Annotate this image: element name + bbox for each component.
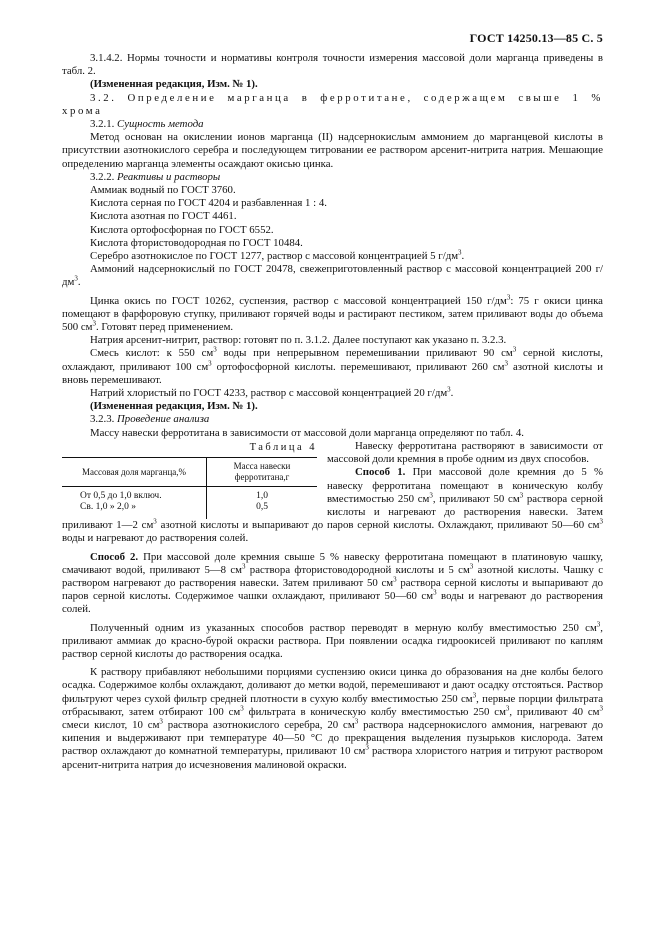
table-4 [62, 440, 317, 519]
text-run: раствора хлористого натрия и титруют раствором арсенит-нитрита натрия до исчезновения малиновой окраски. [62, 745, 604, 771]
superscript: 3 [213, 345, 217, 354]
table-header-mass: Масса навески ферротитана,г [207, 458, 318, 487]
mass-paragraph: Массу навески ферротитана в зависимости от массовой доли марганца определяют по табл. 4. [90, 426, 524, 439]
superscript: 3 [365, 743, 369, 752]
reagent-arsenite-nitrite: Натрия арсенит-нитрит, раствор: готовят по п. 3.1.2. Далее поступают как указано п. 3.2.3. [90, 334, 507, 347]
text-run: , приливают аммиак до красно-бурой окраски раствора. При появлении осадка гидроокисей приливают по каплям раствор серной кислоты до растворения осадка. [62, 621, 603, 660]
subsection-number: 3.2.3. [90, 413, 115, 426]
superscript: 3 [599, 704, 603, 713]
superscript: 3 [393, 575, 397, 584]
mass-table [62, 457, 317, 519]
reagent-zinc-oxide [62, 295, 603, 335]
text-run: азотной кислоты и вновь перемешивают. [62, 360, 603, 386]
text-run: , приливают 40 см [509, 705, 600, 718]
text-run: фильтрата в коническую колбу вместимостью 250 см [243, 705, 506, 718]
reagent-silver-nitrate [62, 250, 603, 263]
dissolve-paragraph: Навеску ферротитана растворяют в зависимости от массовой доли кремния в пробе одним из двух способов. [327, 439, 603, 466]
text-run: азотной кислоты. Чашку с раствором нагревают до растворения навески. Затем приливают 50 см [62, 563, 604, 589]
superscript: 3 [92, 319, 97, 328]
text-run: Серебро азотнокислое по ГОСТ 1277, раствор с массовой концентрацией 5 г/дм [90, 250, 459, 263]
method-2-paragraph [62, 551, 603, 617]
subsection-title: Реактивы и растворы [117, 170, 221, 183]
superscript: 3 [505, 704, 510, 713]
table-and-method-1 [62, 440, 603, 546]
table-caption: Таблица 4 [249, 441, 317, 453]
superscript: 3 [472, 690, 477, 699]
text-run: ортофосфорной кислоты. перемешивают, приливают 260 см [211, 360, 505, 373]
superscript: 3 [74, 274, 78, 283]
text-run: раствора серной кислоты и выпаривают до паров серной кислоты. Содержимое чашки охлаждают, приливают 50—60 см [62, 576, 604, 603]
text-run: . Готовят перед применением. [96, 321, 234, 334]
reagent-sodium-chloride [62, 387, 603, 400]
superscript: 3 [512, 345, 517, 354]
text-run: воды и нагревают до растворения солей. [62, 590, 603, 616]
text-run: раствора азотнокислого серебра, 20 см [162, 718, 355, 731]
text-run: При массовой доле кремния до 5 % навеску ферротитана помещают в коническую колбу вместимостью 250 см [327, 466, 603, 505]
reagent-item: Кислота фтористоводородная по ГОСТ 10484. [90, 236, 303, 249]
superscript: 3 [153, 517, 157, 526]
superscript: 3 [447, 385, 451, 394]
subsection-title: Проведение анализа [117, 413, 210, 426]
text-run: , приливают 50 см [432, 492, 520, 505]
table-cell-mass: 1,0 [256, 491, 268, 502]
page-header: ГОСТ 14250.13—85 С. 5 [469, 31, 603, 45]
paragraph-3-1-4-2: 3.1.4.2. Нормы точности и нормативы контроля точности измерения массовой доли марганца приведены в табл. 2. [62, 52, 603, 78]
text-run: , первые порции фильтрата отбрасывают, затем отбирают 100 см [62, 692, 603, 718]
text-run: раствора серной кислоты и нагревают до растворения навески. Затем приливают 1—2 см [62, 492, 603, 532]
text-run: При массовой доле кремния свыше 5 % навеску ферротитана помещают в платиновую чашку, смачивают водой, приливают 5—8 см [62, 550, 603, 576]
reagent-item: Кислота ортофосфорная по ГОСТ 6552. [90, 223, 274, 236]
reagent-ammonium-persulfate [62, 263, 603, 289]
text-run: воды и нагревают до растворения солей. [62, 532, 249, 545]
text-run: . [461, 250, 465, 263]
superscript: 3 [599, 517, 603, 526]
final-paragraph [62, 666, 603, 772]
text-run: : 75 г окиси цинка помещают в фарфоровую ступку, приливают горячей воды и растирают пестиком, затем приливают воды до объема 500 см [62, 294, 603, 334]
table-row [62, 487, 317, 503]
text-run: . [450, 387, 454, 400]
table-row [62, 502, 317, 519]
superscript: 3 [506, 293, 511, 302]
text-run: Цинка окись по ГОСТ 10262, суспензия, раствор с массовой концентрацией 150 г/дм [90, 294, 507, 307]
method-label: Способ 1. [355, 466, 406, 479]
text-run: . [77, 276, 81, 289]
text-run: Полученный одним из указанных способов раствор переводят в мерную колбу вместимостью 250 см [90, 621, 597, 634]
revision-note: (Измененная редакция, Изм. № 1). [90, 78, 258, 91]
superscript: 3 [504, 359, 509, 368]
reagent-item: Кислота серная по ГОСТ 4204 и разбавленная 1 : 4. [90, 197, 327, 210]
subsection-3-2-2 [62, 171, 603, 184]
text-run: азотной кислоты и выпаривают до паров серной кислоты. Охлаждают, приливают 50—60 см [156, 519, 600, 532]
method-paragraph: Метод основан на окислении ионов марганца (II) надсернокислым аммонием до марганцевой кислоты в присутствии азотнокислого серебра и последующем титровании ее раствором арсенит-нитрита натрия. Мешающие определению марганца элементы осаждают окисью цинка. [62, 131, 603, 170]
text-run: Смесь кислот: к 550 см [90, 347, 214, 360]
superscript: 3 [596, 619, 601, 628]
text-run: смеси кислот, 10 см [62, 718, 160, 731]
reagent-item: Кислота азотная по ГОСТ 4461. [90, 210, 237, 223]
table-cell-mass: 0,5 [256, 502, 268, 513]
document-body [62, 52, 603, 772]
superscript: 3 [208, 359, 212, 368]
text-run: Натрий хлористый по ГОСТ 4233, раствор с массовой концентрацией 20 г/дм [90, 387, 448, 400]
reagent-acid-mixture [62, 347, 603, 387]
superscript: 3 [240, 704, 244, 713]
subsection-title: Сущность метода [117, 118, 204, 131]
method-label: Способ 2. [90, 550, 139, 563]
text-run: раствора фтористоводородной кислоты и 5 см [245, 563, 470, 576]
text-run: раствора надсернокислого аммония, нагревают до кипения и выдерживают при температуре 40—50 °С до прекращения выделения пузырьков кислорода. Затем раствор охлаждают до комнатной температуры, приливают 10 см [62, 718, 604, 758]
superscript: 3 [433, 588, 437, 597]
subsection-3-2-3 [62, 413, 603, 426]
solution-paragraph [62, 619, 603, 662]
text-run: серной кислоты, охлаждают, приливают 100 см [62, 347, 603, 373]
superscript: 3 [458, 248, 462, 257]
superscript: 3 [241, 562, 246, 571]
table-cell-range: От 0,5 до 1,0 включ. [62, 487, 207, 503]
subsection-number: 3.2.1. [90, 118, 115, 131]
superscript: 3 [159, 717, 163, 726]
subsection-3-2-1 [62, 118, 603, 131]
superscript: 3 [354, 717, 359, 726]
text-run: Аммоний надсернокислый по ГОСТ 20478, свежеприготовленный раствор с массовой концентрацией 200 г/дм [62, 263, 603, 289]
table-header-manganese: Массовая доля марганца,% [62, 458, 207, 487]
reagent-item: Аммиак водный по ГОСТ 3760. [90, 184, 236, 197]
text-run: К раствору прибавляют небольшими порциями суспензию окиси цинка до образования на дне колбы белого осадка. Содержимое колбы охлаждают, доливают до метки водой, перемешивают и дают осадку отстояться. Раствор фильтруют через сухой фильтр средней плотности в сухую колбу вместимостью 250 см [62, 666, 603, 705]
subsection-number: 3.2.2. [90, 170, 115, 183]
revision-note: (Измененная редакция, Изм. № 1). [90, 400, 258, 413]
text-run: воды при непрерывном перемешивании приливают 90 см [216, 347, 513, 360]
section-3-2-heading: 3.2. Определение марганца в ферротитане, содержащем свыше 1 % хрома [62, 91, 603, 117]
superscript: 3 [469, 562, 474, 571]
superscript: 3 [429, 491, 433, 500]
table-cell-range: Св. 1,0 » 2,0 » [62, 502, 207, 519]
superscript: 3 [519, 491, 524, 500]
